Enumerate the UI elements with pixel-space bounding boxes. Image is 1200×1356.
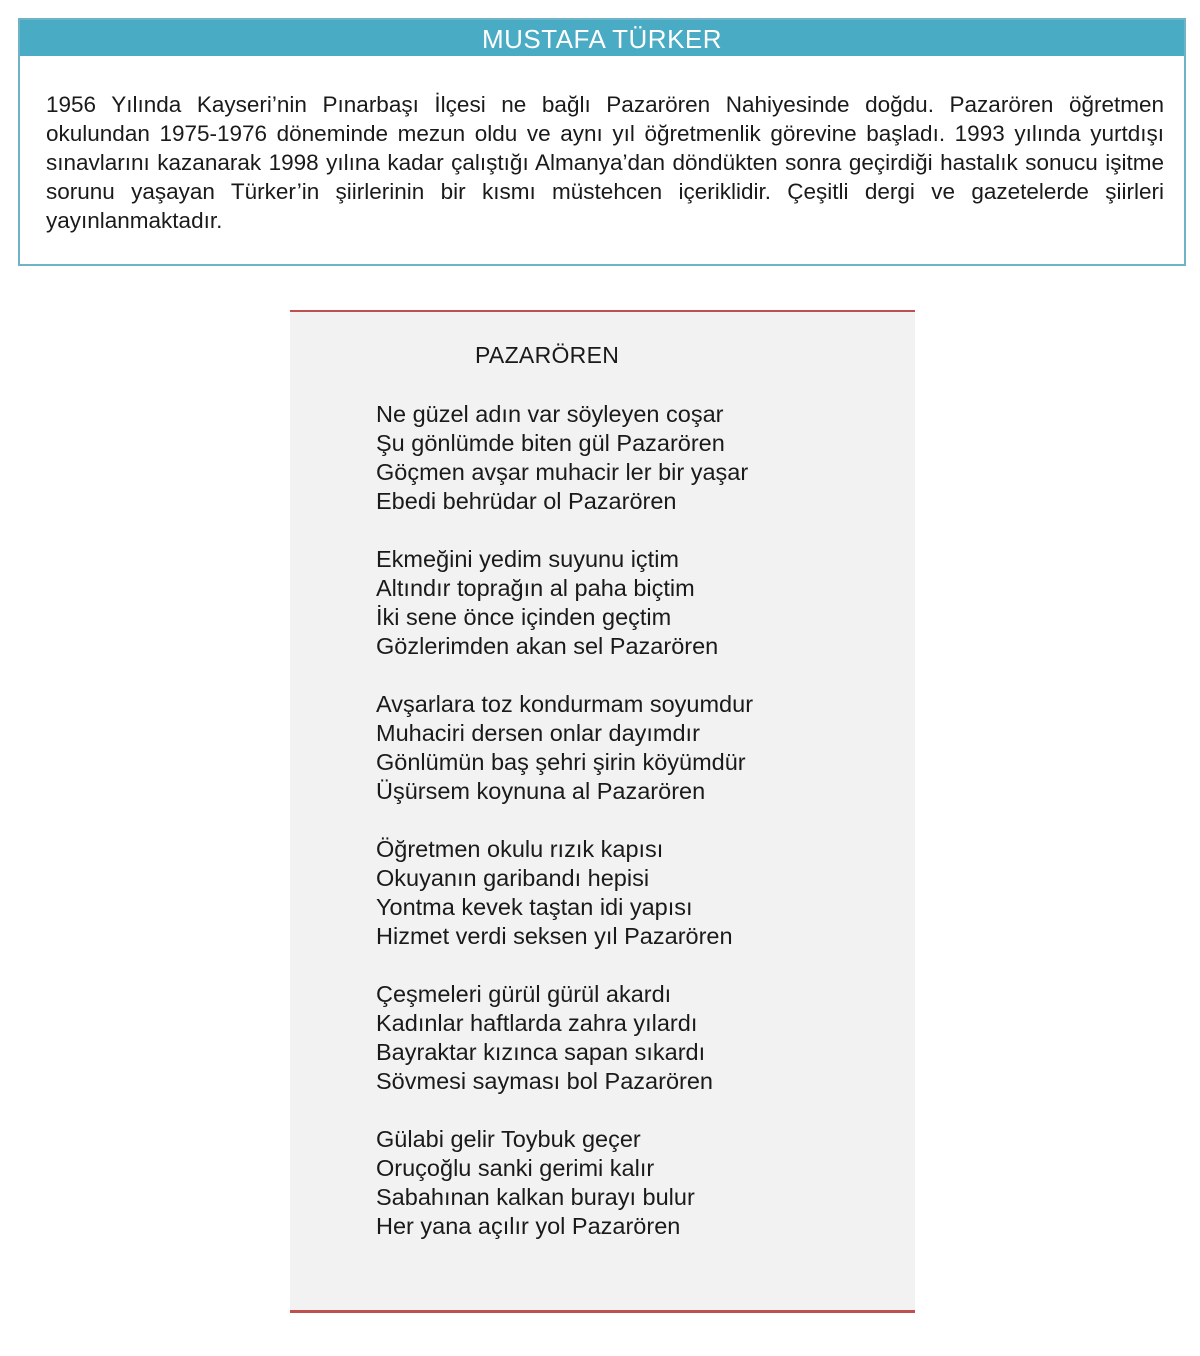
biography-text: 1956 Yılında Kayseri’nin Pınarbaşı İlçesi ne bağlı Pazarören Nahiyesinde doğdu. Pazarören öğretmen okulundan 1975-1976 döneminde mezun oldu ve aynı yıl öğretmenlik görevine başladı. 1993 yılında yurtdışı sınavlarını kazanarak 1998 yılına kadar çalıştığı Almanya’dan döndükten sonra geçirdiği hastalık sonucu işitme sorunu yaşayan Türker’in şiirlerinin bir kısmı müstehcen içeriklidir. Çeşitli dergi ve gazetelerde şiirleri yayınlanmaktadır. — [46, 92, 1164, 233]
poem-stanza — [376, 545, 753, 661]
poem-line: Altındır toprağın al paha biçtim — [376, 575, 695, 601]
poem-line: Gönlümün baş şehri şirin köyümdür — [376, 749, 746, 775]
poem-title: PAZARÖREN — [475, 342, 620, 368]
biography-box — [18, 18, 1186, 266]
poem-line: Çeşmeleri gürül gürül akardı — [376, 981, 672, 1007]
poem-line: Kadınlar haftlarda zahra yılardı — [376, 1010, 698, 1036]
poem-line: İki sene önce içinden geçtim — [376, 604, 672, 630]
poem-line: Yontma kevek taştan idi yapısı — [376, 894, 693, 920]
poem-line: Sövmesi sayması bol Pazarören — [376, 1068, 713, 1094]
poem-line: Şu gönlümde biten gül Pazarören — [376, 430, 725, 456]
poem-line: Öğretmen okulu rızık kapısı — [376, 836, 664, 862]
poem-stanza — [376, 835, 753, 951]
poem-line: Her yana açılır yol Pazarören — [376, 1213, 681, 1239]
poem-line: Ne güzel adın var söyleyen coşar — [376, 401, 724, 427]
poem-line: Sabahınan kalkan burayı bulur — [376, 1184, 695, 1210]
poem-line: Göçmen avşar muhacir ler bir yaşar — [376, 459, 749, 485]
poem-stanza — [376, 980, 753, 1096]
poem-line: Üşürsem koynuna al Pazarören — [376, 778, 706, 804]
poem-box — [290, 310, 915, 1313]
poem-line: Ekmeğini yedim suyunu içtim — [376, 546, 679, 572]
poem-line: Hizmet verdi seksen yıl Pazarören — [376, 923, 733, 949]
poem-line: Ebedi behrüdar ol Pazarören — [376, 488, 677, 514]
poem-stanza — [376, 1125, 753, 1241]
poem-line: Gözlerimden akan sel Pazarören — [376, 633, 719, 659]
poem-line: Oruçoğlu sanki gerimi kalır — [376, 1155, 655, 1181]
poem-stanza — [376, 690, 753, 806]
poem-line: Bayraktar kızınca sapan sıkardı — [376, 1039, 706, 1065]
biography-title: MUSTAFA TÜRKER — [20, 20, 1184, 56]
poem-line: Okuyanın garibandı hepisi — [376, 865, 650, 891]
poem-line: Muhaciri dersen onlar dayımdır — [376, 720, 700, 746]
poem-line: Gülabi gelir Toybuk geçer — [376, 1126, 641, 1152]
poem-stanza — [376, 400, 753, 516]
poem-line: Avşarlara toz kondurmam soyumdur — [376, 691, 754, 717]
poem-body — [376, 400, 753, 1270]
